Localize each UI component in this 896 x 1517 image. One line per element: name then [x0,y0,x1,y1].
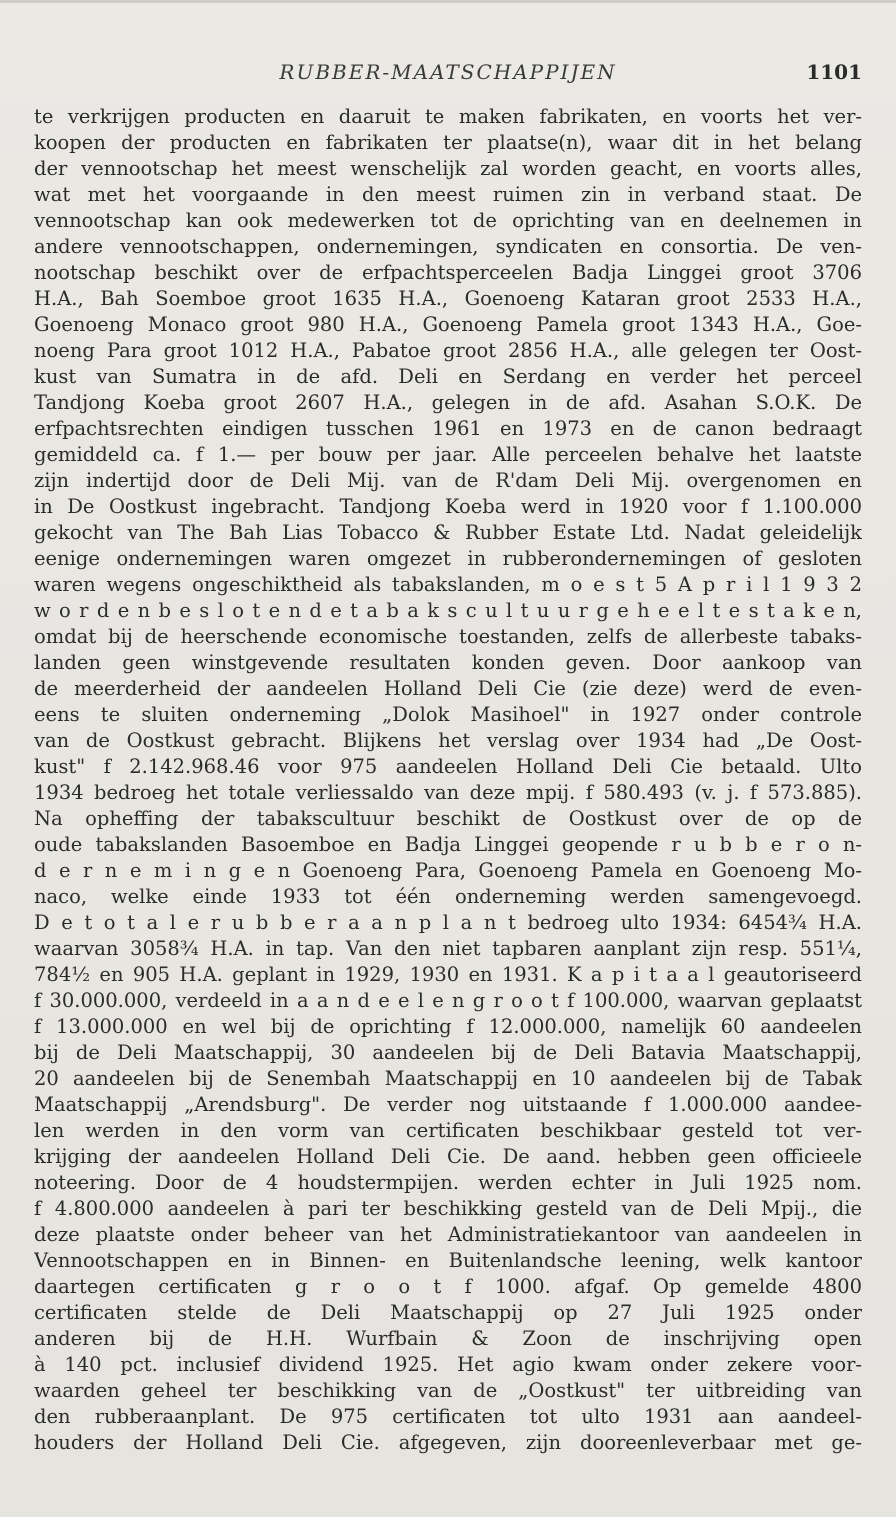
text-line: krijging der aandeelen Holland Deli Cie. De aand. hebben geen officieele [34,1145,862,1168]
text-line: d e r n e m i n g e n Goenoeng Para, Goenoeng Pamela en Goenoeng Mo- [34,859,862,882]
text-line: van de Oostkust gebracht. Blijkens het verslag over 1934 had „De Oost- [34,729,862,752]
text-line: w o r d e n b e s l o t e n d e t a b a k s c u l t u u r g e h e e l t e s t a k e n, [34,599,862,622]
text-line: 1934 bedroeg het totale verliessaldo van deze mpij. f 580.493 (v. j. f 573.885). [34,781,862,804]
text-line: daartegen certificaten g r o o t f 1000. afgaf. Op gemelde 4800 [34,1275,862,1298]
text-line: eenige ondernemingen waren omgezet in rubberondernemingen of gesloten [34,547,862,570]
text-line: kust" f 2.142.968.46 voor 975 aandeelen Holland Deli Cie betaald. Ulto [34,755,862,778]
text-line: 20 aandeelen bij de Senembah Maatschappij en 10 aandeelen bij de Tabak [34,1067,862,1090]
text-line: noeng Para groot 1012 H.A., Pabatoe groot 2856 H.A., alle gelegen ter Oost- [34,339,862,362]
page-header [34,60,862,90]
text-line: f 13.000.000 en wel bij de oprichting f 12.000.000, namelijk 60 aandeelen [34,1015,862,1038]
text-line: à 140 pct. inclusief dividend 1925. Het agio kwam onder zekere voor- [34,1353,862,1376]
text-line: kust van Sumatra in de afd. Deli en Serdang en verder het perceel [34,365,862,388]
text-line: nootschap beschikt over de erfpachtsperceelen Badja Linggei groot 3706 [34,261,862,284]
page-number: 1101 [806,60,862,84]
text-line: eens te sluiten onderneming „Dolok Masihoel" in 1927 onder controle [34,703,862,726]
text-line: landen geen winstgevende resultaten konden geven. Door aankoop van [34,651,862,674]
text-line: koopen der producten en fabrikaten ter plaatse(n), waar dit in het belang [34,131,862,154]
text-line: Vennootschappen en in Binnen- en Buitenlandsche leening, welk kantoor [34,1249,862,1272]
text-line: deze plaatste onder beheer van het Administratiekantoor van aandeelen in [34,1223,862,1246]
text-line: te verkrijgen producten en daaruit te maken fabrikaten, en voorts het ver- [34,105,862,128]
text-line: H.A., Bah Soemboe groot 1635 H.A., Goenoeng Kataran groot 2533 H.A., [34,287,862,310]
text-line: bij de Deli Maatschappij, 30 aandeelen bij de Deli Batavia Maatschappij, [34,1041,862,1064]
text-line: Tandjong Koeba groot 2607 H.A., gelegen in de afd. Asahan S.O.K. De [34,391,862,414]
text-line: den rubberaanplant. De 975 certificaten tot ulto 1931 aan aandeel- [34,1405,862,1428]
text-line: waren wegens ongeschiktheid als tabakslanden, m o e s t 5 A p r i l 1 9 3 2 [34,573,862,596]
text-line: andere vennootschappen, ondernemingen, syndicaten en consortia. De ven- [34,235,862,258]
text-line: noteering. Door de 4 houdstermpijen. werden echter in Juli 1925 nom. [34,1171,862,1194]
text-line: certificaten stelde de Deli Maatschappij op 27 Juli 1925 onder [34,1301,862,1324]
text-line: f 30.000.000, verdeeld in a a n d e e l e n g r o o t f 100.000, waarvan geplaatst [34,989,862,1012]
text-line: D e t o t a l e r u b b e r a a n p l a n t bedroeg ulto 1934: 6454¾ H.A. [34,911,862,934]
text-line: Na opheffing der tabakscultuur beschikt de Oostkust over de op de [34,807,862,830]
text-line: anderen bij de H.H. Wurfbain & Zoon de inschrijving open [34,1327,862,1350]
text-line: gemiddeld ca. f 1.— per bouw per jaar. Alle perceelen behalve het laatste [34,443,862,466]
text-line: waarden geheel ter beschikking van de „Oostkust" ter uitbreiding van [34,1379,862,1402]
text-line: erfpachtsrechten eindigen tusschen 1961 en 1973 en de canon bedraagt [34,417,862,440]
text-line: in De Oostkust ingebracht. Tandjong Koeba werd in 1920 voor f 1.100.000 [34,495,862,518]
text-line: waarvan 3058¾ H.A. in tap. Van den niet tapbaren aanplant zijn resp. 551¼, [34,937,862,960]
text-line: omdat bij de heerschende economische toestanden, zelfs de allerbeste tabaks- [34,625,862,648]
text-line: zijn indertijd door de Deli Mij. van de R'dam Deli Mij. overgenomen en [34,469,862,492]
text-line: oude tabakslanden Basoemboe en Badja Linggei geopende r u b b e r o n- [34,833,862,856]
text-line: gekocht van The Bah Lias Tobacco & Rubber Estate Ltd. Nadat geleidelijk [34,521,862,544]
text-line: vennootschap kan ook medewerken tot de oprichting van en deelnemen in [34,209,862,232]
text-line: der vennootschap het meest wenschelijk zal worden geacht, en voorts alles, [34,157,862,180]
text-line: Goenoeng Monaco groot 980 H.A., Goenoeng Pamela groot 1343 H.A., Goe- [34,313,862,336]
text-line: wat met het voorgaande in den meest ruimen zin in verband staat. De [34,183,862,206]
text-line: de meerderheid der aandeelen Holland Deli Cie (zie deze) werd de even- [34,677,862,700]
text-line: 784½ en 905 H.A. geplant in 1929, 1930 en 1931. K a p i t a a l geautoriseerd [34,963,862,986]
text-line: Maatschappij „Arendsburg". De verder nog uitstaande f 1.000.000 aandee- [34,1093,862,1116]
text-line: naco, welke einde 1933 tot één onderneming werden samengevoegd. [34,885,862,908]
text-line: houders der Holland Deli Cie. afgegeven, zijn dooreenleverbaar met ge- [34,1431,862,1454]
running-title: RUBBER-MAATSCHAPPIJEN [279,60,617,84]
body-text [34,104,862,1456]
text-line: f 4.800.000 aandeelen à pari ter beschikking gesteld van de Deli Mpij., die [34,1197,862,1220]
text-line: len werden in den vorm van certificaten beschikbaar gesteld tot ver- [34,1119,862,1142]
page-top-edge [0,0,896,3]
